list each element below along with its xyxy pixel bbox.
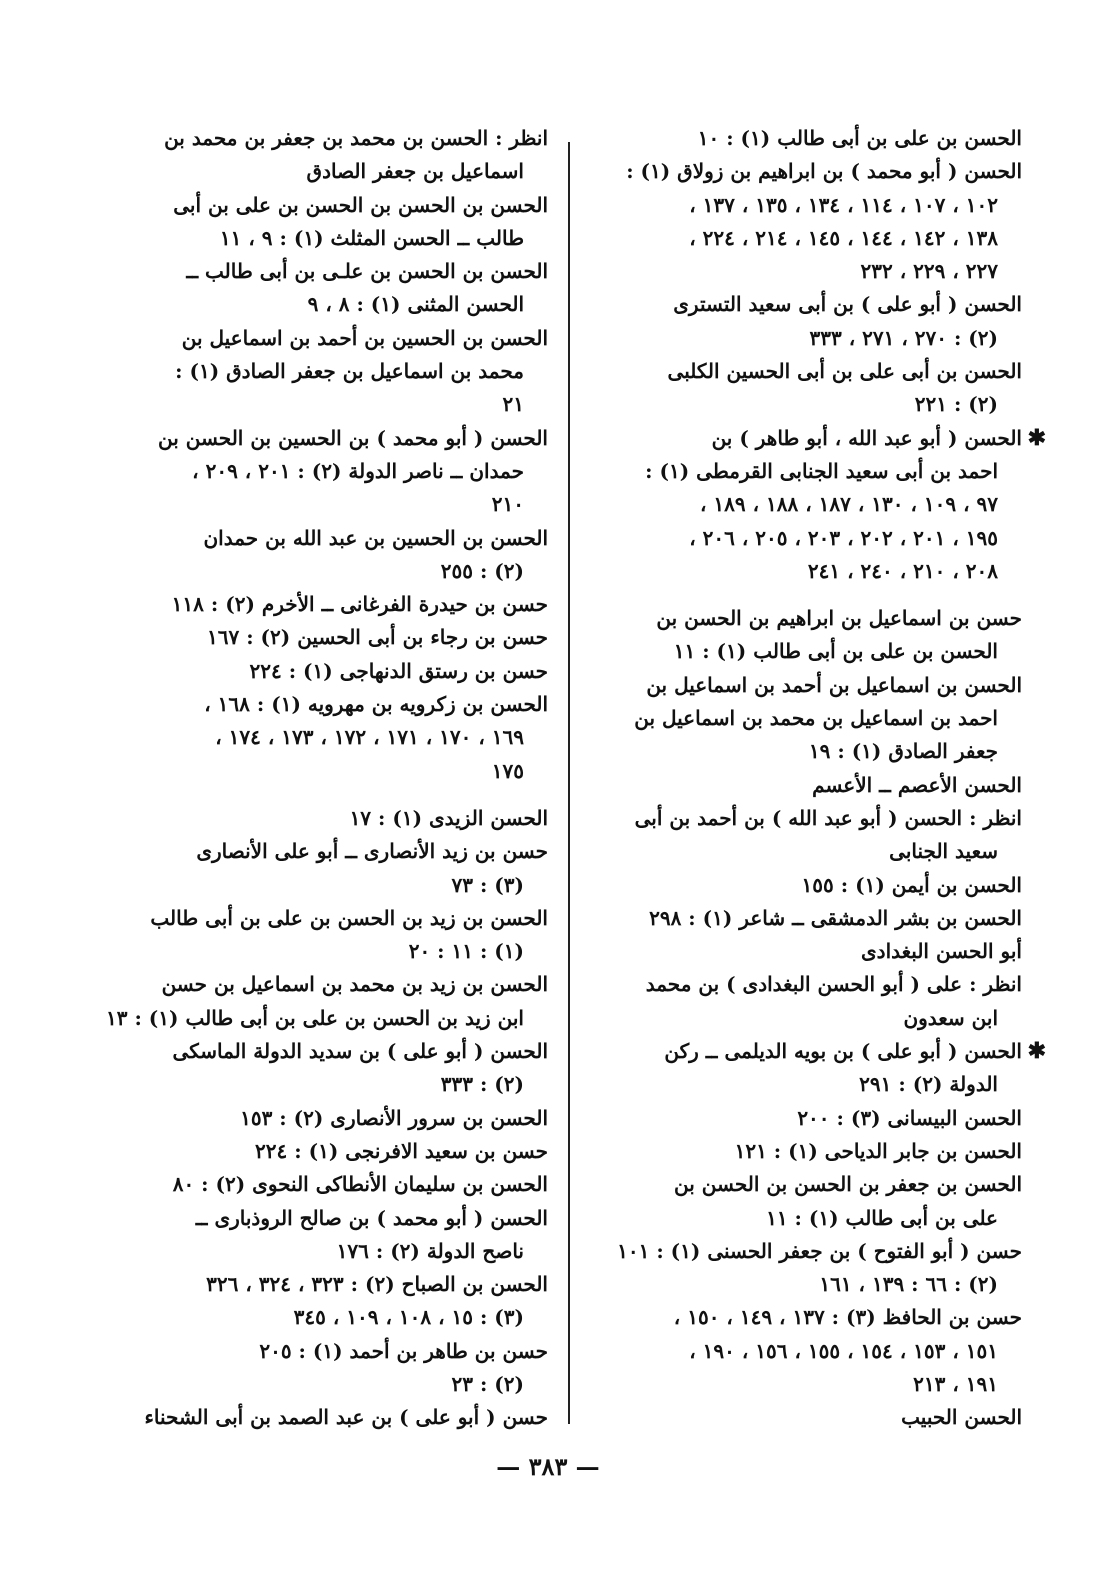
entry-continuation-line: ١٦٩ ، ١٧٠ ، ١٧١ ، ١٧٢ ، ١٧٣ ، ١٧٤ ، <box>215 725 524 750</box>
entry-heading-line: الحسن الزيدى (١) : ١٧ <box>349 805 548 830</box>
index-entry <box>118 1168 548 1201</box>
entry-heading-line: الحسن ( أبو محمد ) بن ابراهيم بن زولاق (١) : <box>626 159 1022 184</box>
entry-heading-line: الحسن بن أيمن (١) : ١٥٥ <box>801 872 1022 897</box>
entry-continuation-line: ٩٧ ، ١٠٩ ، ١٣٠ ، ١٨٧ ، ١٨٨ ، ١٨٩ ، <box>699 492 998 517</box>
entry-heading-line: حسن ( أبو على ) بن عبد الصمد بن أبى الشحناء <box>144 1405 548 1430</box>
column-divider <box>568 142 570 1424</box>
entry-continuation-line: ١٧٥ <box>491 758 524 783</box>
index-entry <box>118 655 548 688</box>
entry-heading-line: الحسن بن بشر الدمشقى ــ شاعر (١) : ٢٩٨ <box>649 905 1022 930</box>
entry-heading-line: حسن بن اسماعيل بن ابراهيم بن الحسن بن <box>656 606 1022 631</box>
entry-continuation-line: (٣) : ١٥ ، ١٠٨ ، ١٠٩ ، ٣٤٥ <box>293 1305 524 1330</box>
entry-heading-line: حسن بن رجاء بن أبى الحسين (٢) : ١٦٧ <box>207 625 548 650</box>
index-entry <box>118 621 548 654</box>
index-entry <box>118 1035 548 1102</box>
index-entry <box>118 122 548 189</box>
entry-continuation-line: ١٩١ ، ٢١٣ <box>913 1371 998 1396</box>
entry-continuation-line: حمدان ــ ناصر الدولة (٢) : ٢٠١ ، ٢٠٩ ، <box>192 458 524 483</box>
entry-heading-line: حسن ( أبو الفتوح ) بن جعفر الحسنى (١) : ١٠١ <box>617 1238 1022 1263</box>
index-entry <box>118 802 548 835</box>
index-entry <box>592 1135 1022 1168</box>
entry-heading-line: حسن بن سعيد الافرنجى (١) : ٢٢٤ <box>255 1138 548 1163</box>
entry-heading-line: الحسن بن جعفر بن الحسن بن الحسن بن <box>674 1172 1022 1197</box>
index-entry <box>106 968 548 1035</box>
index-entry <box>118 835 548 902</box>
index-entry <box>118 322 548 422</box>
index-entry <box>118 588 548 621</box>
entry-continuation-line: محمد بن اسماعيل بن جعفر الصادق (١) : <box>175 359 524 384</box>
index-entry <box>118 1202 548 1269</box>
entry-gap <box>592 588 1022 602</box>
entry-heading-line: الحسن بن زكرويه بن مهرويه (١) : ١٦٨ ، <box>204 692 548 717</box>
right-column <box>592 122 1046 1435</box>
index-entry <box>592 902 1022 935</box>
entry-heading-line: الحسن الأعصم ــ الأعسم <box>812 772 1022 797</box>
entry-heading-line: الحسن بن الحسن بن علـى بن أبى طالب ــ <box>186 259 548 284</box>
index-entry <box>592 1035 1046 1102</box>
index-entry <box>118 902 548 969</box>
entry-continuation-line: سعيد الجنابى <box>889 839 998 864</box>
entry-heading-line: الحسن بن سرور الأنصارى (٢) : ١٥٣ <box>240 1105 548 1130</box>
entry-heading-line: انظر : الحسن بن محمد بن جعفر بن محمد بن <box>164 126 548 150</box>
entry-continuation-line: جعفر الصادق (١) : ١٩ <box>808 739 998 764</box>
entry-continuation-line: الحسن المثنى (١) : ٨ ، ٩ <box>307 292 524 317</box>
index-entry <box>592 1301 1022 1401</box>
index-entry <box>592 1235 1022 1302</box>
entry-heading-line: الحسن ( أبو على ) بن سديد الدولة الماسكى <box>172 1039 548 1064</box>
entry-continuation-line: احمد بن اسماعيل بن محمد بن اسماعيل بن <box>634 706 998 731</box>
entry-heading-line: الحسن ( أبو محمد ) بن صالح الروذبارى ــ <box>195 1205 548 1230</box>
index-entry <box>118 255 548 322</box>
entry-heading-line: الحسن بن جابر الدياحى (١) : ١٢١ <box>734 1138 1022 1163</box>
entry-continuation-line: (٢) : ٦٦ : ١٣٩ ، ١٦١ <box>819 1272 998 1297</box>
entry-continuation-line: ابن سعدون <box>903 1005 998 1030</box>
entry-continuation-line: على بن أبى طالب (١) : ١١ <box>766 1205 998 1230</box>
index-entry <box>592 802 1022 869</box>
entry-heading-line: انظر : على ( أبو الحسن البغدادى ) بن محمد <box>645 972 1022 997</box>
entry-heading-line: الحسن ( أبو على ) بن بويه الديلمى ــ ركن ✱ <box>592 1035 1022 1068</box>
index-entry <box>118 1102 548 1135</box>
left-column <box>106 122 548 1435</box>
entry-heading-line: حسن بن حيدرة الفرغانى ــ الأخرم (٢) : ١١٨ <box>171 592 548 617</box>
entry-continuation-line: ابن زيد بن الحسن بن على بن أبى طالب (١) : ١٣ <box>106 1005 524 1030</box>
entry-gap <box>118 788 548 802</box>
entry-continuation-line: ١٣٨ ، ١٤٢ ، ١٤٤ ، ١٤٥ ، ٢١٤ ، ٢٢٤ ، <box>689 225 998 250</box>
index-entry <box>118 688 548 788</box>
entry-continuation-line: (٢) : ٢٧٠ ، ٢٧١ ، ٣٣٣ <box>809 325 998 350</box>
entry-continuation-line: ناصح الدولة (٢) : ١٧٦ <box>336 1238 524 1263</box>
index-entry <box>592 1102 1022 1135</box>
index-entry <box>118 522 548 589</box>
entry-continuation-line: (١) : ١١ : ٢٠ <box>408 939 524 964</box>
entry-continuation-line: (٢) : ٢٥٥ <box>440 558 524 583</box>
entry-continuation-line: (٢) : ٢٣ <box>451 1371 524 1396</box>
index-entry <box>592 935 1022 968</box>
entry-continuation-line: ١٠٢ ، ١٠٧ ، ١١٤ ، ١٣٤ ، ١٣٥ ، ١٣٧ ، <box>689 192 998 217</box>
entry-continuation-line: (٢) : ٣٣٣ <box>440 1072 524 1097</box>
entry-continuation-line: ٢٢٧ ، ٢٢٩ ، ٢٣٢ <box>860 259 998 284</box>
entry-heading-line: الحسن بن على بن أبى طالب (١) : ١٠ <box>697 126 1022 150</box>
index-entry <box>592 422 1046 588</box>
entry-continuation-line: احمد بن أبى سعيد الجنابى القرمطى (١) : <box>645 458 998 483</box>
index-entry <box>118 189 548 256</box>
entry-heading-line: الحسن ( أبو على ) بن أبى سعيد التسترى <box>673 292 1022 317</box>
entry-continuation-line: اسماعيل بن جعفر الصادق <box>306 159 524 184</box>
entry-heading-line: حسن بن زيد الأنصارى ــ أبو على الأنصارى <box>196 839 548 864</box>
index-entry <box>592 769 1022 802</box>
index-entry <box>118 422 548 522</box>
entry-heading-line: الحسن الحبيب <box>901 1405 1022 1430</box>
index-entry <box>592 669 1022 769</box>
entry-heading-line: الحسن بن زيد بن الحسن بن على بن أبى طالب <box>150 905 548 930</box>
index-entry <box>118 1135 548 1168</box>
entry-heading-line: حسن بن رستق الدنهاجى (١) : ٢٢٤ <box>249 658 548 683</box>
index-entry <box>118 1268 548 1335</box>
entry-heading-line: الحسن بن الصباح (٢) : ٣٢٣ ، ٣٢٤ ، ٣٢٦ <box>206 1272 548 1297</box>
entry-heading-line: انظر : الحسن ( أبو عبد الله ) بن أحمد بن أبى <box>634 805 1022 830</box>
index-entry <box>592 1401 1022 1434</box>
entry-heading-line: الحسن ( أبو محمد ) بن الحسين بن الحسن بن <box>157 425 548 450</box>
entry-heading-line: أبو الحسن البغدادى <box>861 939 1022 964</box>
entry-continuation-line: طالب ــ الحسن المثلث (١) : ٩ ، ١١ <box>219 225 524 250</box>
page-number: — ٣٨٣ — <box>496 1452 600 1481</box>
entry-heading-line: الحسن البيسانى (٣) : ٢٠٠ <box>797 1105 1022 1130</box>
index-entry <box>118 1401 548 1434</box>
entry-heading-line: الحسن بن سليمان الأنطاكى النحوى (٢) : ٨٠ <box>172 1172 548 1197</box>
entry-heading-line: الحسن بن الحسن بن الحسن بن على بن أبى <box>173 192 548 217</box>
entry-heading-line: الحسن بن زيد بن محمد بن اسماعيل بن حسن <box>161 972 548 997</box>
entry-continuation-line: ٢٠٨ ، ٢١٠ ، ٢٤٠ ، ٢٤١ <box>807 558 998 583</box>
entry-heading-line: حسن بن الحافظ (٣) : ١٣٧ ، ١٤٩ ، ١٥٠ ، <box>673 1305 1022 1330</box>
asterisk-marker-icon: ✱ <box>1027 424 1046 451</box>
entry-heading-line: حسن بن طاهر بن أحمد (١) : ٢٠٥ <box>259 1338 548 1363</box>
entry-continuation-line: ١٥١ ، ١٥٣ ، ١٥٤ ، ١٥٥ ، ١٥٦ ، ١٩٠ ، <box>689 1338 998 1363</box>
entry-heading-line: الحسن بن أبى على بن أبى الحسين الكلبى <box>667 359 1022 384</box>
entry-continuation-line: الحسن بن على بن أبى طالب (١) : ١١ <box>673 639 998 664</box>
index-entry <box>592 355 1022 422</box>
index-entry <box>592 1168 1022 1235</box>
entry-continuation-line: الدولة (٢) : ٢٩١ <box>859 1072 998 1097</box>
index-entry <box>592 155 1022 288</box>
index-entry <box>592 288 1022 355</box>
index-entry <box>592 968 1022 1035</box>
entry-continuation-line: ٢١٠ <box>491 492 524 517</box>
index-entry <box>118 1335 548 1402</box>
entry-continuation-line: ١٩٥ ، ٢٠١ ، ٢٠٢ ، ٢٠٣ ، ٢٠٥ ، ٢٠٦ ، <box>689 525 998 550</box>
entry-continuation-line: ٢١ <box>502 392 524 417</box>
asterisk-marker-icon: ✱ <box>1027 1038 1046 1065</box>
index-entry <box>592 122 1022 155</box>
entry-heading-line: الحسن بن اسماعيل بن أحمد بن اسماعيل بن <box>646 672 1022 697</box>
entry-heading-line: الحسن ( أبو عبد الله ، أبو طاهر ) بن ✱ <box>592 422 1022 455</box>
index-entry <box>592 602 1022 669</box>
entry-continuation-line: (٢) : ٢٢١ <box>914 392 998 417</box>
entry-continuation-line: (٣) : ٧٣ <box>451 872 524 897</box>
entry-heading-line: الحسن بن الحسين بن أحمد بن اسماعيل بن <box>181 325 548 350</box>
index-entry <box>592 869 1022 902</box>
entry-heading-line: الحسن بن الحسين بن عبد الله بن حمدان <box>203 525 548 550</box>
